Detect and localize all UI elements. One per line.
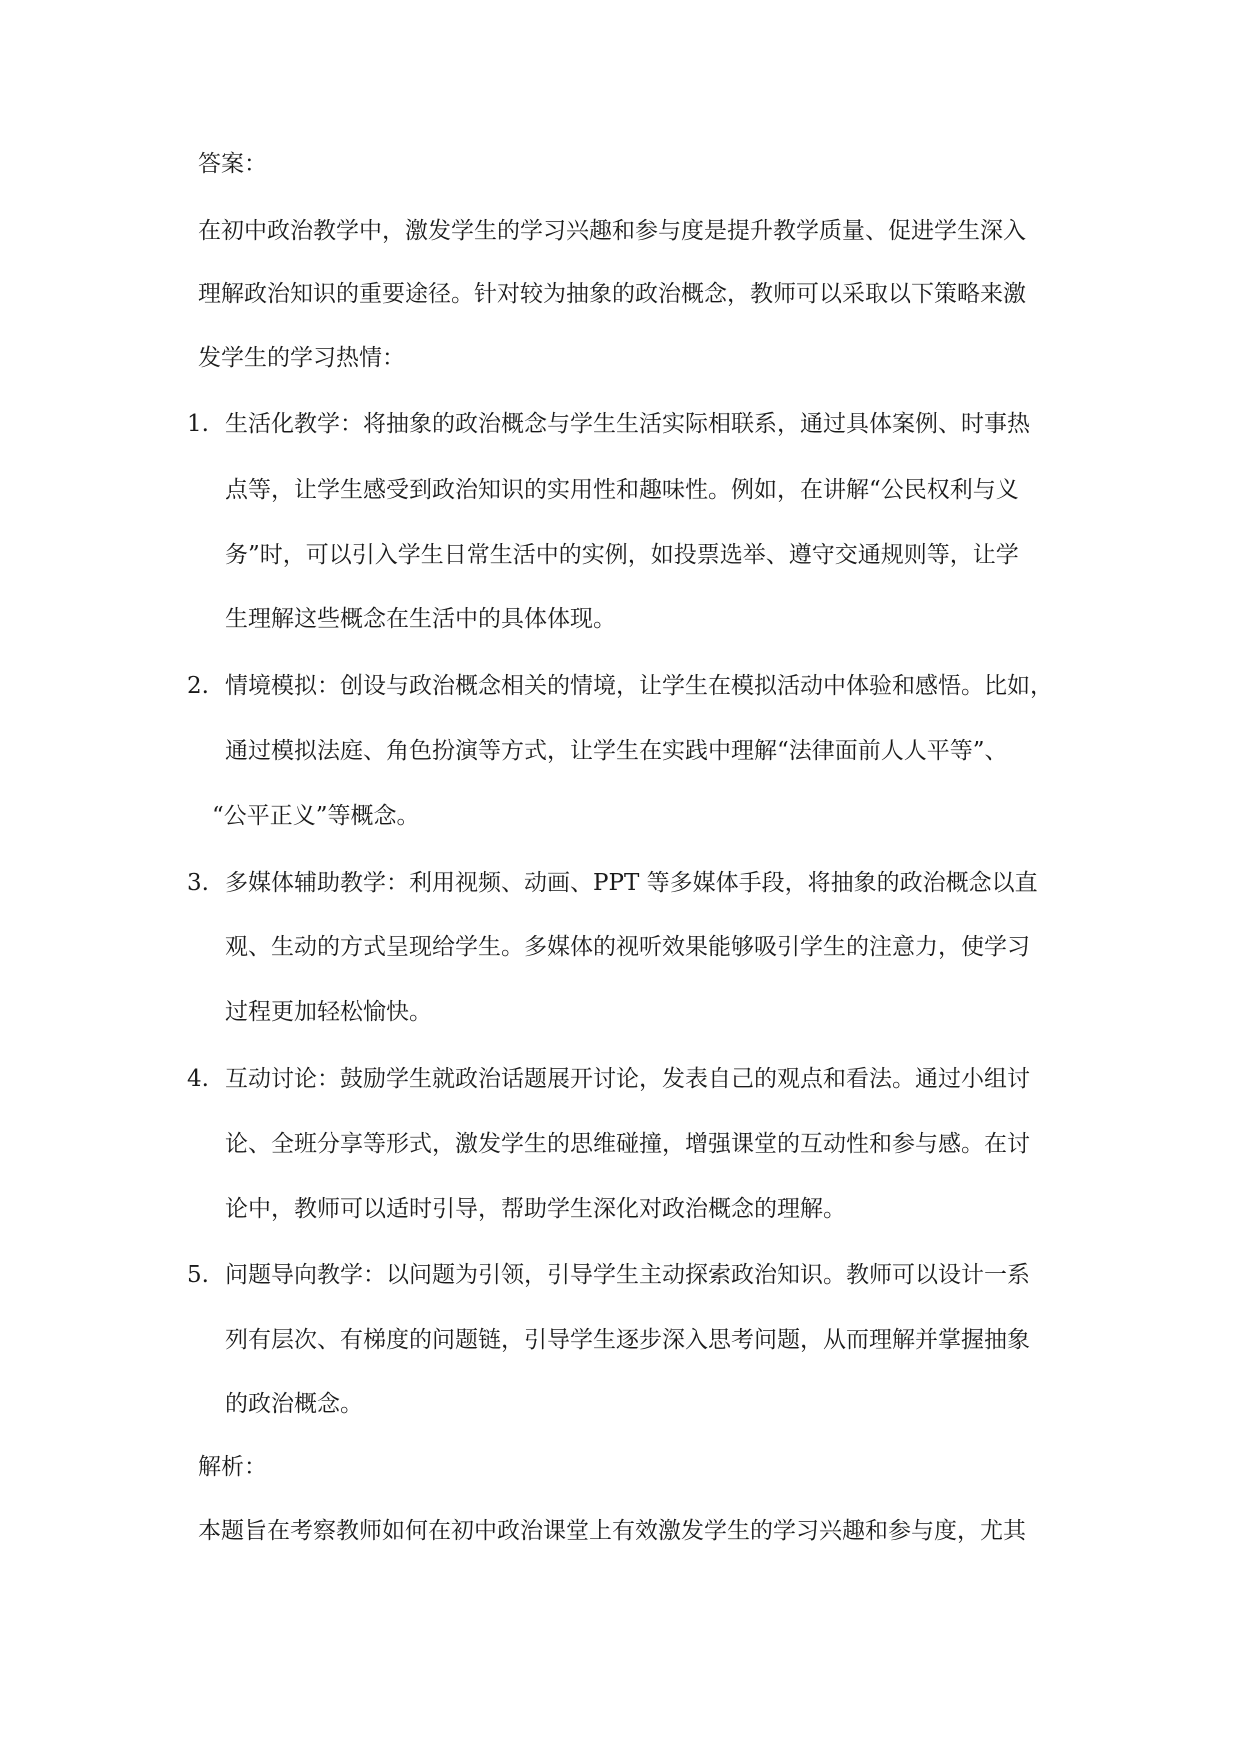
- list-item-line: 论、全班分享等形式，激发学生的思维碰撞，增强课堂的互动性和参与感。在讨: [225, 1131, 1030, 1157]
- list-item-line: 的政治概念。: [225, 1391, 363, 1417]
- list-item-line: 生活化教学：将抽象的政治概念与学生生活实际相联系，通过具体案例、时事热: [225, 411, 1030, 437]
- list-item-line: 论中，教师可以适时引导，帮助学生深化对政治概念的理解。: [225, 1196, 846, 1222]
- list-item-line: 过程更加轻松愉快。: [225, 999, 432, 1025]
- list-item-line: 观、生动的方式呈现给学生。多媒体的视听效果能够吸引学生的注意力，使学习: [225, 934, 1030, 960]
- list-item-number: 1.: [187, 411, 209, 437]
- list-item-line: 互动讨论：鼓励学生就政治话题展开讨论，发表自己的观点和看法。通过小组讨: [225, 1066, 1030, 1092]
- list-item-line: 多媒体辅助教学：利用视频、动画、PPT 等多媒体手段，将抽象的政治概念以直: [225, 870, 1038, 896]
- list-item-number: 4.: [187, 1066, 209, 1092]
- answer-heading: 答案：: [198, 151, 267, 177]
- intro-line: 发学生的学习热情：: [198, 345, 405, 371]
- list-item-line: 情境模拟：创设与政治概念相关的情境，让学生在模拟活动中体验和感悟。比如，: [225, 673, 1053, 699]
- analysis-line: 本题旨在考察教师如何在初中政治课堂上有效激发学生的学习兴趣和参与度，尤其: [198, 1518, 1026, 1544]
- analysis-heading: 解析：: [198, 1454, 267, 1480]
- list-item-line: 通过模拟法庭、角色扮演等方式，让学生在实践中理解“法律面前人人平等”、: [225, 738, 1008, 764]
- list-item-line: 生理解这些概念在生活中的具体体现。: [225, 606, 616, 632]
- list-item-number: 5.: [187, 1262, 209, 1288]
- list-item-line: “公平正义”等概念。: [212, 803, 420, 829]
- intro-line: 在初中政治教学中，激发学生的学习兴趣和参与度是提升教学质量、促进学生深入: [198, 218, 1026, 244]
- list-item-line: 列有层次、有梯度的问题链，引导学生逐步深入思考问题，从而理解并掌握抽象: [225, 1327, 1030, 1353]
- list-item-number: 2.: [187, 673, 209, 699]
- list-item-line: 点等，让学生感受到政治知识的实用性和趣味性。例如，在讲解“公民权利与义: [225, 477, 1019, 503]
- list-item-line: 务”时，可以引入学生日常生活中的实例，如投票选举、遵守交通规则等，让学: [225, 542, 1019, 568]
- list-item-line: 问题导向教学：以问题为引领，引导学生主动探索政治知识。教师可以设计一系: [225, 1262, 1030, 1288]
- list-item-number: 3.: [187, 870, 209, 896]
- intro-line: 理解政治知识的重要途径。针对较为抽象的政治概念，教师可以采取以下策略来激: [198, 281, 1026, 307]
